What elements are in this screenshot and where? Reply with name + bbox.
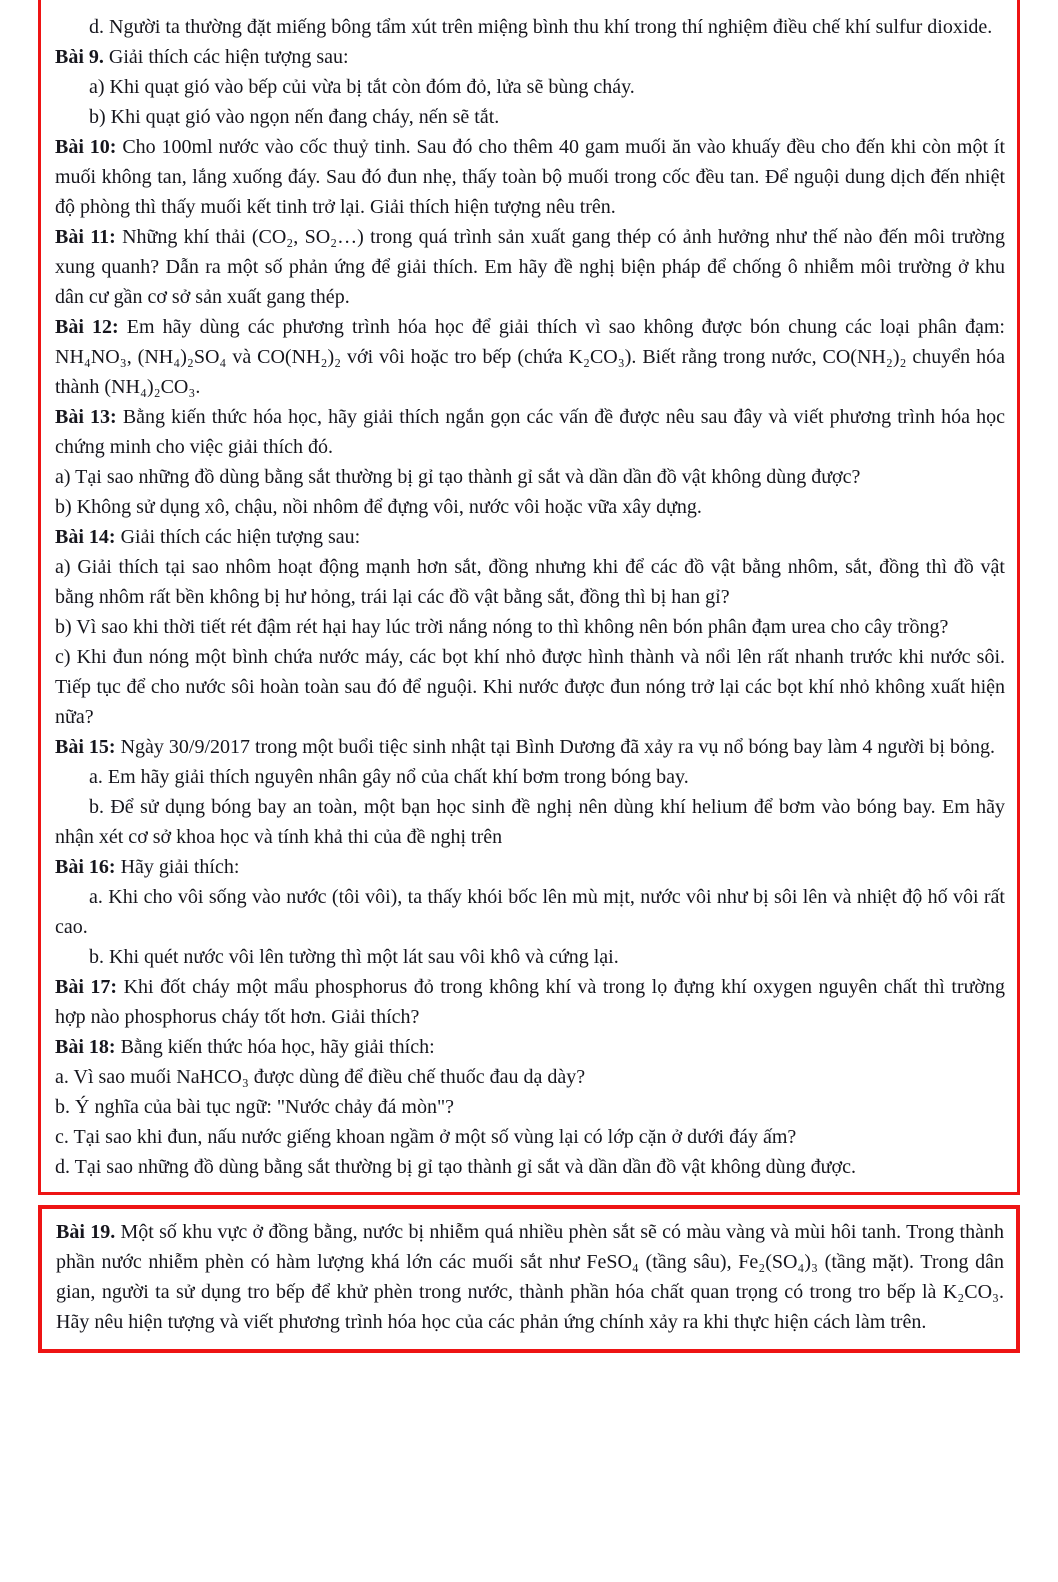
paragraph-text: c. Tại sao khi đun, nấu nước giếng khoan ngầm ở một số vùng lại có lớp cặn ở dưới đáy ấm? [55, 1126, 797, 1148]
paragraph-label: Bài 18: [55, 1036, 116, 1058]
exercise-15-title [55, 732, 1005, 762]
paragraph-text: Bằng kiến thức hóa học, hãy giải thích ngắn gọn các vấn đề được nêu sau đây và viết phương trình hóa học chứng minh cho việc giải thích đó. [55, 406, 1005, 458]
paragraph-text: b) Vì sao khi thời tiết rét đậm rét hại hay lúc trời nắng nóng to thì không nên bón phân đạm urea cho cây trồng? [55, 616, 949, 638]
paragraph-text: a. Em hãy giải thích nguyên nhân gây nổ của chất khí bơm trong bóng bay. [89, 766, 689, 788]
exercise-13-title [55, 402, 1005, 462]
paragraph-text: Ngày 30/9/2017 trong một buổi tiệc sinh nhật tại Bình Dương đã xảy ra vụ nổ bóng bay làm 4 người bị bỏng. [115, 736, 995, 758]
paragraph-label: Bài 9. [55, 46, 104, 68]
exercise-9-title [55, 42, 1005, 72]
paragraph-text: a) Giải thích tại sao nhôm hoạt động mạnh hơn sắt, đồng nhưng khi để các đồ vật bằng nhôm, sắt, đồng thì đồ vật bằng nhôm rất bền không bị hư hỏng, trái lại các đồ vật bằng sắt, đồng thì bị han gỉ? [55, 556, 1005, 608]
paragraph-text: b) Khi quạt gió vào ngọn nến đang cháy, nến sẽ tắt. [89, 106, 500, 128]
paragraph-label: Bài 16: [55, 856, 116, 878]
paragraph-label: Bài 12: [55, 316, 119, 338]
paragraph-text: Em hãy dùng các phương trình hóa học để giải thích vì sao không được bón chung các loại phân đạm: NH₄NO₃, (NH₄)₂SO₄ và CO(NH₂)₂ với vôi hoặc tro bếp (chứa K₂CO₃). Biết rằng trong nước, CO(NH₂)₂ chuyển hóa thành (NH₄)₂CO₃. [55, 316, 1005, 398]
exercise-18-item-b [55, 1092, 1005, 1122]
paragraph-text: Giải thích các hiện tượng sau: [115, 526, 361, 548]
exercise-14-item-b [55, 612, 1005, 642]
exercise-9-item-a [55, 72, 1005, 102]
exercise-18-title [55, 1032, 1005, 1062]
paragraph-text: Giải thích các hiện tượng sau: [103, 46, 349, 68]
exercise-9-item-b [55, 102, 1005, 132]
exercise-15-item-a [55, 762, 1005, 792]
exercise-13-item-a [55, 462, 1005, 492]
paragraph-text: Bằng kiến thức hóa học, hãy giải thích: [115, 1036, 435, 1058]
exercise-17 [55, 972, 1005, 1032]
paragraph-text: d. Người ta thường đặt miếng bông tẩm xút trên miệng bình thu khí trong thí nghiệm điều chế khí sulfur dioxide. [89, 16, 993, 38]
exercise-10 [55, 132, 1005, 222]
exercise-15-item-b [55, 792, 1005, 852]
paragraph-text: Khi đốt cháy một mẩu phosphorus đỏ trong không khí và trong lọ đựng khí oxygen nguyên chất thì trường hợp nào phosphorus cháy tốt hơn. Giải thích? [55, 976, 1006, 1028]
paragraph-label: Bài 15: [55, 736, 116, 758]
exercise-14-item-c [55, 642, 1005, 732]
paragraph-text: Hãy giải thích: [115, 856, 240, 878]
exercise-19 [56, 1217, 1004, 1337]
exercise-18-item-c [55, 1122, 1005, 1152]
paragraph-text: Những khí thải (CO₂, SO₂…) trong quá trình sản xuất gang thép có ảnh hưởng như thế nào đến môi trường xung quanh? Dẫn ra một số phản ứng để giải thích. Em hãy đề nghị biện pháp để chống ô nhiễm môi trường ở khu dân cư gần cơ sở sản xuất gang thép. [55, 226, 1005, 308]
paragraph-text: Cho 100ml nước vào cốc thuỷ tinh. Sau đó cho thêm 40 gam muối ăn vào khuấy đều cho đến khi còn một ít muối không tan, lắng xuống đáy. Sau đó đun nhẹ, thấy toàn bộ muối trong cốc đều tan. Để nguội dung dịch đến nhiệt độ phòng thì thấy muối kết tinh trở lại. Giải thích hiện tượng nêu trên. [55, 136, 1006, 218]
paragraph-text: a. Khi cho vôi sống vào nước (tôi vôi), ta thấy khói bốc lên mù mịt, nước vôi như bị sôi lên và nhiệt độ hố vôi rất cao. [55, 886, 1005, 938]
exercise-18-item-a [55, 1062, 1005, 1092]
paragraph-label: Bài 17: [55, 976, 118, 998]
exercise-14-title [55, 522, 1005, 552]
paragraph-label: Bài 13: [55, 406, 117, 428]
paragraph-text: a. Vì sao muối NaHCO₃ được dùng để điều chế thuốc đau dạ dày? [55, 1066, 586, 1088]
exercise-16-item-b [55, 942, 1005, 972]
exercise-19-box [38, 1205, 1020, 1353]
paragraph-text: Một số khu vực ở đồng bằng, nước bị nhiễm quá nhiều phèn sắt sẽ có màu vàng và mùi hôi tanh. Trong thành phần nước nhiễm phèn có hàm lượng khá lớn các muối sắt như FeSO₄ (tầng sâu), Fe₂(SO₄)₃ (tầng mặt). Trong dân gian, người ta sử dụng tro bếp để khử phèn trong nước, thành phần hóa chất quan trọng có trong tro bếp là K₂CO₃. Hãy nêu hiện tượng và viết phương trình hóa học của các phản ứng chính xảy ra khi thực hiện cách làm trên. [56, 1221, 1004, 1333]
paragraph-text: b) Không sử dụng xô, chậu, nồi nhôm để đựng vôi, nước vôi hoặc vữa xây dựng. [55, 496, 702, 518]
paragraph-text: a) Tại sao những đồ dùng bằng sắt thường bị gỉ tạo thành gỉ sắt và dần dần đồ vật không dùng được? [55, 466, 861, 488]
paragraph-text: a) Khi quạt gió vào bếp củi vừa bị tắt còn đóm đỏ, lửa sẽ bùng cháy. [89, 76, 635, 98]
paragraph-text: d. Tại sao những đồ dùng bằng sắt thường bị gỉ tạo thành gỉ sắt và dần dần đồ vật không dùng được. [55, 1156, 856, 1178]
carryover-item-d [55, 12, 1005, 42]
exercise-16-item-a [55, 882, 1005, 942]
exercise-12 [55, 312, 1005, 402]
exercise-16-title [55, 852, 1005, 882]
paragraph-label: Bài 14: [55, 526, 116, 548]
exercise-13-item-b [55, 492, 1005, 522]
paragraph-text: c) Khi đun nóng một bình chứa nước máy, các bọt khí nhỏ được hình thành và nổi lên rất nhanh trước khi nước sôi. Tiếp tục để cho nước sôi hoàn toàn sau đó để nguội. Khi nước được đun nóng trở lại các bọt khí nhỏ không xuất hiện nữa? [55, 646, 1005, 728]
exercise-18-item-d [55, 1152, 1005, 1182]
exercise-11 [55, 222, 1005, 312]
paragraph-text: b. Ý nghĩa của bài tục ngữ: "Nước chảy đá mòn"? [55, 1096, 455, 1118]
paragraph-label: Bài 10: [55, 136, 117, 158]
paragraph-text: b. Khi quét nước vôi lên tường thì một lát sau vôi khô và cứng lại. [89, 946, 619, 968]
paragraph-text: b. Để sử dụng bóng bay an toàn, một bạn học sinh đề nghị nên dùng khí helium để bơm vào bóng bay. Em hãy nhận xét cơ sở khoa học và tính khả thi của đề nghị trên [55, 796, 1005, 848]
paragraph-label: Bài 19. [56, 1221, 116, 1243]
paragraph-label: Bài 11: [55, 226, 116, 248]
exercise-14-item-a [55, 552, 1005, 612]
main-content-box [38, 0, 1020, 1195]
